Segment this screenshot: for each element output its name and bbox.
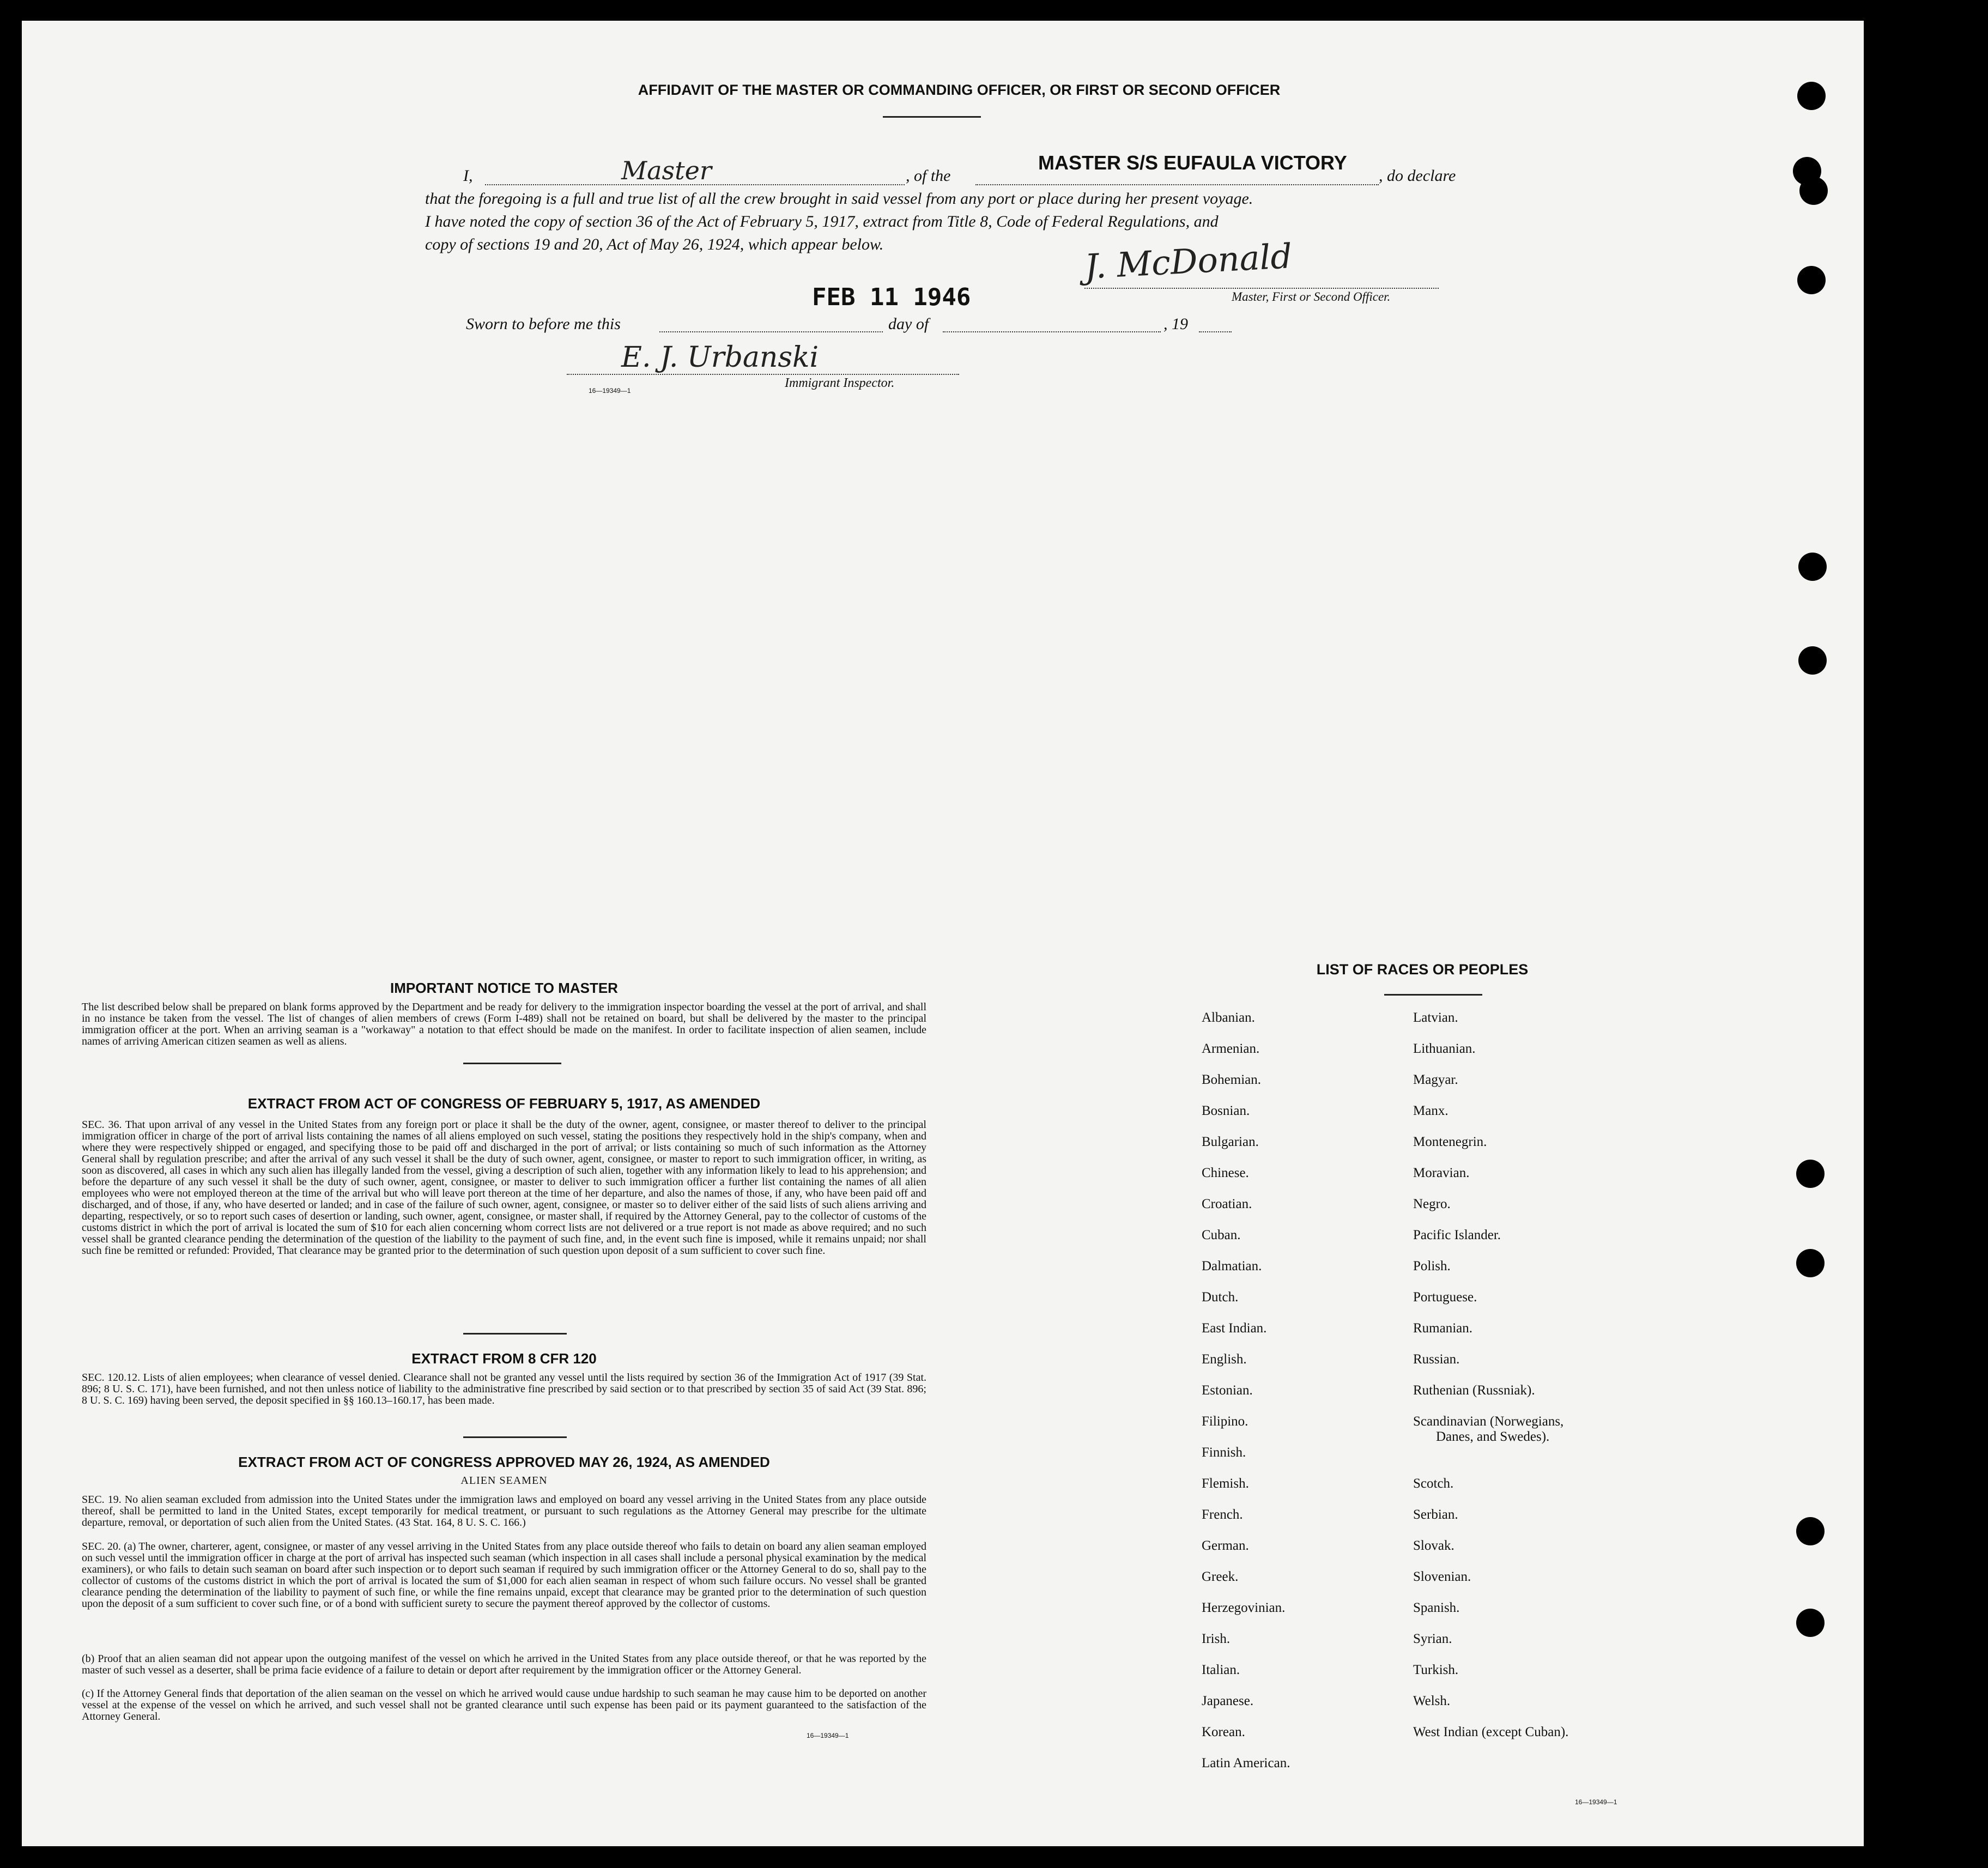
punch-hole [1797,82,1826,110]
extractCFR-title: EXTRACT FROM 8 CFR 120 [411,1350,597,1367]
race-item: Manx. [1413,1103,1448,1118]
race-item: Dutch. [1202,1290,1239,1305]
race-item: Latvian. [1413,1010,1458,1025]
race-item: Japanese. [1202,1694,1254,1708]
race-item: Cuban. [1202,1228,1241,1242]
divider-2 [463,1333,567,1335]
race-item: Serbian. [1413,1507,1458,1522]
race-item: Russian. [1413,1352,1460,1367]
race-item: Rumanian. [1413,1321,1473,1336]
race-item: Moravian. [1413,1166,1470,1180]
race-item: Spanish. [1413,1600,1460,1615]
race-item: Latin American. [1202,1756,1290,1770]
inspector-signature: E. J. Urbanski [621,341,819,374]
race-item: English. [1202,1352,1247,1367]
extract1917-body: SEC. 36. That upon arrival of any vessel in the United States from any foreign port or place it shall be the duty of the owner, agent, consignee, or master thereof to deliver to the principal immigration officer in charge of the port of arrival lists containing the names of all aliens employed on such vessel, stating the positions they respectively hold in the ship's company, when and where they were respectively shipped or engaged, and specifying those to be paid off and discharged in the port of arrival; or lists containing so much of such information as the Attorney General shall by regulation prescribe; and after the arrival of any such vessel it shall be the duty of such owner, agent, consignee, or master to report to such immigration officer, in writing, as soon as discovered, all cases in which any such alien has illegally landed from the vessel, giving a description of such alien, together with any information likely to lead to his apprehension; and before the departure of any such vessel it shall be the duty of such owner, agent, consignee, or master to deliver to such immigration officer a further list containing the names of all alien employees who were not employed thereon at the time of the arrival but who will leave port thereon at the time of her departure, and also the names of those, if any, who have been paid off and discharged, and of those, if any, who have deserted or landed; and in case of the failure of such owner, agent, consignee, or master so to deliver either of the said lists of such aliens arriving and departing, respectively, or so to report such cases of desertion or landing, such owner, agent, consignee, or master shall, if required by the Attorney General, pay to the collector of customs of the customs district in which the port of arrival is located the sum of $10 for each alien concerning whom correct lists are not delivered or a true report is not made as above required; and no such vessel shall be granted clearance pending the determination of the question of the liability to the payment of such fine, and, in the event such fine is imposed, while it remains unpaid; nor shall such fine be remitted or refunded: Provided, That clearance may be granted prior to the determination of such question upon deposit of a sum sufficient to cover such fine. [82,1119,926,1257]
punch-hole [1796,1249,1825,1277]
vessel-name: MASTER S/S EUFAULA VICTORY [1038,151,1347,174]
affidavit-line1-mid: , of the [906,167,951,185]
race-item: Pacific Islander. [1413,1228,1501,1242]
race-item: Albanian. [1202,1010,1255,1025]
extract1924-p2: SEC. 20. (a) The owner, charterer, agent, consignee, or master of any vessel arriving in the United States from any place outside thereof who fails to detain on board any alien seaman employed on such vessel until the immigration officer in charge at the port of arrival has inspected such seaman (which inspection in all cases shall include a personal physical examination by the medical examiners), or who fails to detain such seaman on board after such inspection or to deport such seaman if required by such immigration officer or the Attorney General to do so, shall pay to the collector of customs of the customs district in which the port of arrival is located the sum of $1,000 for each alien seaman in respect of whom such failure occurs. No vessel shall be granted clearance pending the determination of the liability to payment of such fine, or while the fine remains unpaid, except that clearance may be granted prior to the determination of such question upon the deposit of a sum sufficient to cover such fine, or of a bond with sufficient surety to secure the payment thereof approved by the collector of customs. [82,1541,926,1610]
affidavit-title: AFFIDAVIT OF THE MASTER OR COMMANDING OFFICER, OR FIRST OR SECOND OFFICER [638,82,1281,98]
punch-hole [1796,1517,1825,1545]
extract1917-title: EXTRACT FROM ACT OF CONGRESS OF FEBRUARY 5, 1917, AS AMENDED [247,1095,761,1112]
notice-title: IMPORTANT NOTICE TO MASTER [390,980,618,996]
signature-underline [1084,288,1439,289]
race-item: Finnish. [1202,1445,1246,1460]
race-item: French. [1202,1507,1243,1522]
race-item: Bulgarian. [1202,1135,1259,1149]
date-stamp: FEB 11 1946 [812,283,971,311]
affidavit-line1-suffix: , do declare [1379,167,1456,185]
inspector-caption: Immigrant Inspector. [785,376,895,390]
races-divider [1384,994,1482,996]
races-title: LIST OF RACES OR PEOPLES [1316,961,1529,978]
sworn-day-underline [659,331,883,332]
form-number-right: 16—19349—1 [1575,1798,1617,1806]
race-item: Bosnian. [1202,1103,1250,1118]
divider-3 [463,1436,567,1438]
extract1924-p1: SEC. 19. No alien seaman excluded from admission into the United States under the immigration laws and employed on board any vessel arriving in the United States from any place outside thereof, shall be permitted to land in the United States, except temporarily for medical treatment, or pursuant to such regulations as the Attorney General may prescribe for the ultimate departure, removal, or deportation of such alien from the United States. (43 Stat. 164, 8 U. S. C. 166.) [82,1494,926,1529]
race-item: Bohemian. [1202,1072,1262,1087]
race-item: Greek. [1202,1569,1239,1584]
race-item: Polish. [1413,1259,1451,1273]
race-item: Scandinavian (Norwegians, [1413,1414,1564,1429]
punch-hole [1797,266,1826,294]
race-item: Chinese. [1202,1166,1249,1180]
race-item: Filipino. [1202,1414,1248,1429]
race-item: Estonian. [1202,1383,1253,1398]
race-item: Italian. [1202,1663,1240,1677]
punch-hole [1798,646,1827,675]
race-item: Lithuanian. [1413,1041,1476,1056]
extract1924-p4: (c) If the Attorney General finds that deportation of the alien seaman on the vessel on which he arrived would cause undue hardship to such seaman he may cause him to be deported on another vessel at the expense of the vessel on which he arrived, and such vessel shall not be granted clearance until such expense has been paid or its payment guaranteed to the satisfaction of the Attorney General. [82,1688,926,1723]
race-item: Slovenian. [1413,1569,1471,1584]
extractCFR-body: SEC. 120.12. Lists of alien employees; when clearance of vessel denied. Clearance shall not be granted any vessel until the lists required by section 36 of the Immigration Act of 1917 (39 Stat. 896; 8 U. S. C. 171), have been furnished, and not then unless notice of liability to the administrative fine prescribed by said section or to that prescribed by section 35 of said Act (39 Stat. 896; 8 U. S. C. 169) having been served, the deposit specified in §§ 160.13–160.17, has been made. [82,1372,926,1406]
race-item: Irish. [1202,1632,1231,1646]
affidavit-line3: I have noted the copy of section 36 of the Act of February 5, 1917, extract from Title 8, Code of Federal Regulations, and [425,213,1219,231]
affidavit-line1-prefix: I, [463,167,473,185]
extract1924-p3: (b) Proof that an alien seaman did not appear upon the outgoing manifest of the vessel on which he arrived in the United States from any place outside thereof, or that he was reported by the master of such vessel as a deserter, shall be prima facie evidence of a failure to detain or deport after requirement by the immigration officer or the Attorney General. [82,1653,926,1676]
race-item: West Indian (except Cuban). [1413,1725,1569,1739]
master-signature: J. McDonald [1083,236,1293,287]
races-column-2 [1413,1010,1568,1756]
signature-caption: Master, First or Second Officer. [1232,290,1391,304]
race-item: Armenian. [1202,1041,1260,1056]
affidavit-line2: that the foregoing is a full and true list of all the crew brought in said vessel from any port or place during her present voyage. [425,190,1253,208]
divider-1 [463,1063,561,1064]
race-item: Magyar. [1413,1072,1458,1087]
race-item: Welsh. [1413,1694,1451,1708]
sworn-prefix: Sworn to before me this [466,315,621,333]
punch-hole [1799,177,1828,205]
sworn-month-underline [943,331,1161,332]
race-item: Negro. [1413,1197,1451,1211]
vessel-underline [975,184,1379,185]
punch-hole [1796,1609,1825,1637]
race-item: East Indian. [1202,1321,1267,1336]
race-item: Montenegrin. [1413,1135,1487,1149]
race-item: Syrian. [1413,1632,1452,1646]
race-item: Portuguese. [1413,1290,1477,1305]
master-handwritten: Master [621,156,712,185]
race-item: Herzegovinian. [1202,1600,1286,1615]
extract1924-title: EXTRACT FROM ACT OF CONGRESS APPROVED MAY 26, 1924, AS AMENDED [238,1454,770,1470]
race-item: Flemish. [1202,1476,1249,1491]
race-item: Scotch. [1413,1476,1454,1491]
notice-body: The list described below shall be prepared on blank forms approved by the Department and be ready for delivery to the immigration inspector boarding the vessel at the port of arrival, and shall in no instance be taken from the vessel. The list of changes of alien members of crews (Form I-489) shall not be retained on board, but shall be delivered by the master to the principal immigration officer at the port. When an arriving seaman is a "workaway" a notation to that effect should be made on the manifest. In order to facilitate inspection of alien seamen, include names of arriving American citizen seamen as well as aliens. [82,1001,926,1047]
form-number-left: 16—19349—1 [807,1732,849,1739]
form-number-top: 16—19349—1 [589,387,631,395]
extract1924-subtitle: ALIEN SEAMEN [460,1475,548,1487]
race-item: Slovak. [1413,1538,1454,1553]
sworn-day-label: day of [888,315,929,333]
inspector-underline [567,374,959,375]
sworn-year-label: , 19 [1163,315,1188,333]
race-item: Ruthenian (Russniak). [1413,1383,1535,1398]
sworn-year-underline [1199,331,1232,332]
race-item: Korean. [1202,1725,1245,1739]
title-divider [883,116,981,118]
race-item: German. [1202,1538,1249,1553]
race-item: Dalmatian. [1202,1259,1262,1273]
race-item-continuation: Danes, and Swedes). [1436,1429,1550,1444]
races-column-1 [1202,1010,1290,1787]
race-item: Croatian. [1202,1197,1252,1211]
document-page [22,21,1864,1846]
punch-hole [1798,553,1827,581]
race-item: Turkish. [1413,1663,1459,1677]
punch-hole [1796,1160,1825,1188]
affidavit-line4: copy of sections 19 and 20, Act of May 26, 1924, which appear below. [425,235,884,253]
